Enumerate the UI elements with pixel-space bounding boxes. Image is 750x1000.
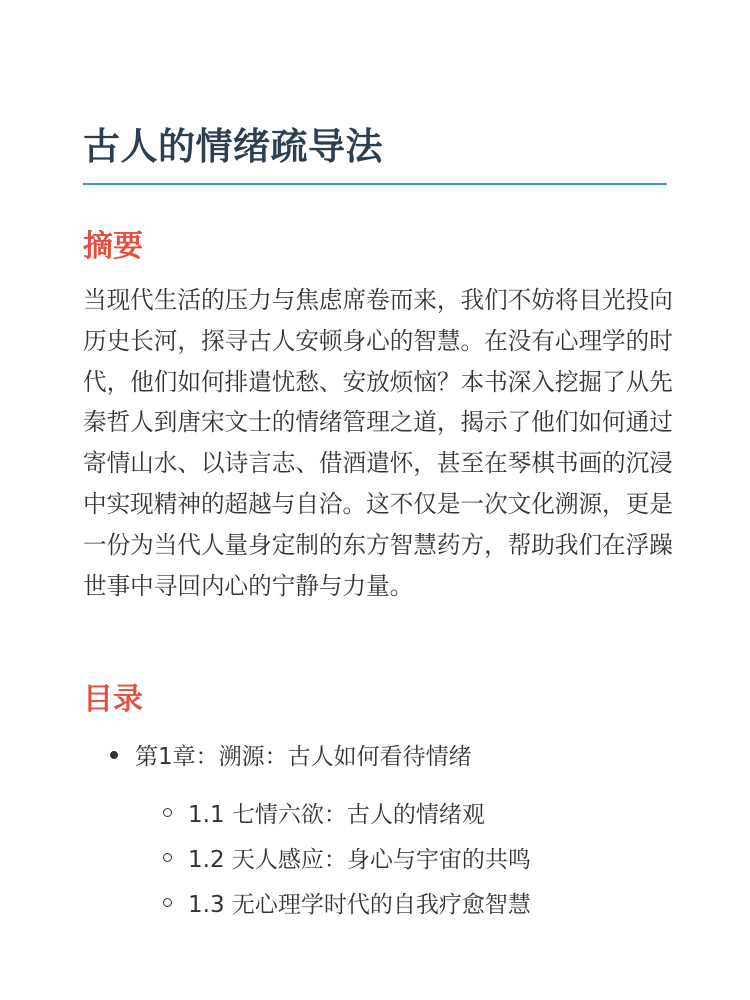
toc-section-label: 1.3 无心理学时代的自我疗愈智慧 bbox=[188, 892, 531, 918]
bullet-circle-icon bbox=[163, 808, 172, 817]
toc-section-label: 1.2 天人感应：身心与宇宙的共鸣 bbox=[188, 847, 531, 873]
title-divider bbox=[83, 183, 667, 185]
toc-section-item[interactable] bbox=[163, 886, 531, 919]
toc-section-label: 1.1 七情六欲：古人的情绪观 bbox=[188, 802, 485, 828]
toc-chapter-item[interactable] bbox=[110, 738, 472, 771]
abstract-heading: 摘要 bbox=[83, 229, 143, 264]
abstract-paragraph: 当现代生活的压力与焦虑席卷而来，我们不妨将目光投向历史长河，探寻古人安顿身心的智慧。在没有心理学的时代，他们如何排遣忧愁、安放烦恼？本书深入挖掘了从先秦哲人到唐宋文士的情绪管理之道，揭示了他们如何通过寄情山水、以诗言志、借酒遣怀，甚至在琴棋书画的沉浸中实现精神的超越与自洽。这不仅是一次文化溯源，更是一份为当代人量身定制的东方智慧药方，帮助我们在浮躁世事中寻回内心的宁静与力量。 bbox=[83, 286, 673, 600]
toc-section-item[interactable] bbox=[163, 796, 485, 829]
toc-section-item[interactable] bbox=[163, 841, 531, 874]
toc-heading: 目录 bbox=[83, 682, 143, 717]
page-title: 古人的情绪疏导法 bbox=[83, 125, 383, 168]
toc-chapter-label: 第1章：溯源：古人如何看待情绪 bbox=[135, 744, 472, 770]
bullet-circle-icon bbox=[163, 898, 172, 907]
bullet-circle-icon bbox=[163, 853, 172, 862]
bullet-disc-icon bbox=[110, 751, 118, 759]
